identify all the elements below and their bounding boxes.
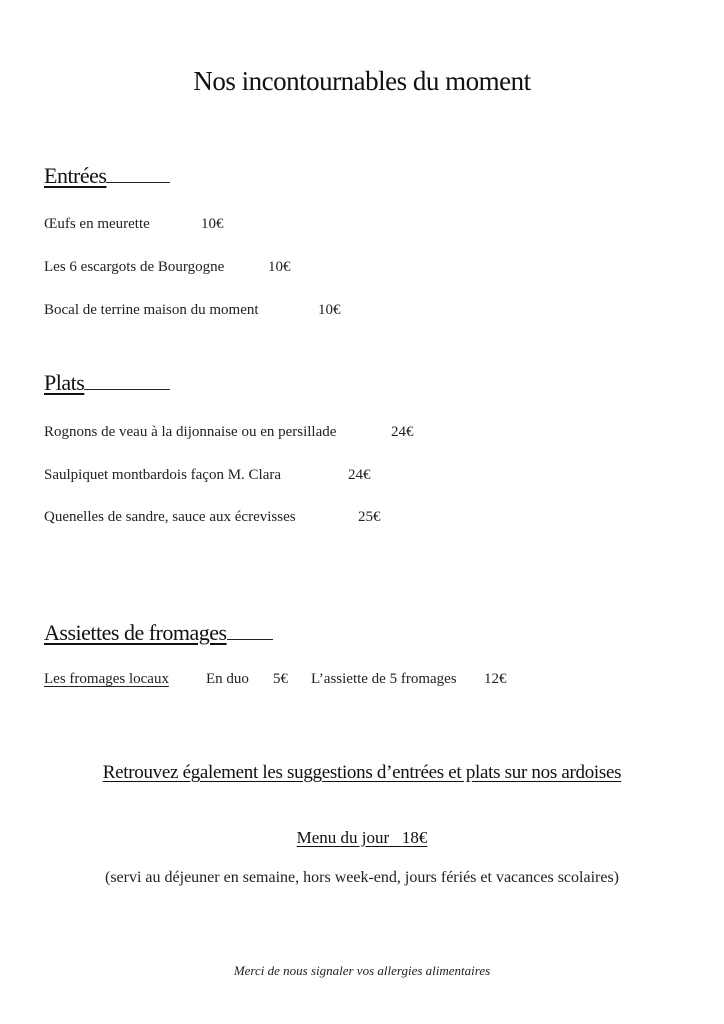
allergy-footer: Merci de nous signaler vos allergies alimentaires [233, 963, 491, 978]
item-price: 10€ [201, 216, 224, 232]
item-name: Rognons de veau à la dijonnaise ou en persillade [44, 424, 337, 440]
section-heading-fromages: Assiettes de fromages [44, 620, 273, 646]
menu-du-jour-label: Menu du jour 18€ [296, 828, 428, 847]
section-heading-entrees: Entrées [44, 163, 170, 189]
item-price: 24€ [391, 424, 414, 440]
menu-item [44, 259, 291, 276]
heading-rule [227, 638, 273, 640]
menu-du-jour [0, 828, 724, 848]
plate-price: 12€ [484, 671, 507, 687]
heading-rule [106, 181, 170, 183]
duo-label: En duo [206, 671, 249, 687]
menu-item [44, 467, 371, 484]
item-name: Saulpiquet montbardois façon M. Clara [44, 467, 282, 483]
item-price: 24€ [348, 467, 371, 483]
menu-item [44, 216, 224, 233]
suggestions-note: Retrouvez également les suggestions d’entrées et plats sur nos ardoises [102, 762, 622, 783]
heading-rule [84, 388, 170, 390]
item-name: Bocal de terrine maison du moment [44, 302, 259, 318]
item-name: Les 6 escargots de Bourgogne [44, 259, 225, 275]
item-price: 10€ [318, 302, 341, 318]
menu-du-jour-note: (servi au déjeuner en semaine, hors week-end, jours fériés et vacances scolaires) [105, 869, 619, 886]
item-price: 25€ [358, 509, 381, 525]
menu-item [44, 509, 381, 526]
page-title: Nos incontournables du moment [193, 66, 531, 96]
menu-item [44, 302, 341, 319]
plate-label: L’assiette de 5 fromages [311, 671, 457, 687]
cheese-label: Les fromages locaux [44, 671, 169, 687]
menu-du-jour-price: 18€ [401, 828, 428, 847]
menu-item [44, 424, 414, 441]
item-price: 10€ [268, 259, 291, 275]
item-name: Quenelles de sandre, sauce aux écrevisses [44, 509, 296, 525]
item-name: Œufs en meurette [44, 216, 150, 232]
section-heading-plats: Plats [44, 370, 170, 396]
duo-price: 5€ [273, 671, 288, 687]
